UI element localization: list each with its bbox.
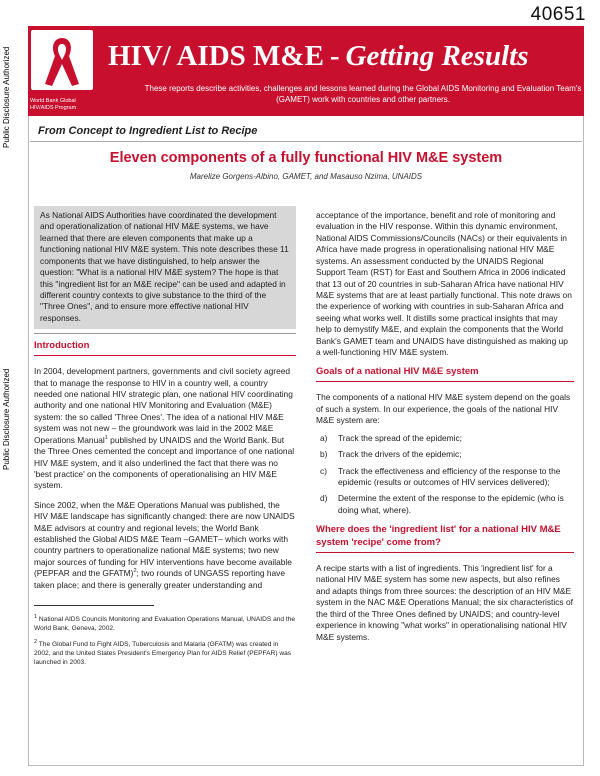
banner-description: These reports describe activities, challenges and lessons learned during the Global AIDS Monitoring and Evaluation Team's (GAMET) work with countries and other partners. <box>144 84 582 104</box>
abstract-text: As National AIDS Authorities have coordinated the development and operationalization of national HIV M&E systems, we have learned that there are eleven components that make up a functioning national HIV M&E system. This note describes these 11 components that we have distinguished, to help answer the question: "What is a national HIV M&E system? The hope is that this "ingredient list for an M&E recipe" can be used and adapted in different country contexts to give substance to the third of the "Three Ones", and to ensure more effective national HIV responses. <box>40 210 289 323</box>
program-label: World Bank Global HIV/AIDS Program <box>30 98 77 111</box>
list-item-text: Track the spread of the epidemic; <box>338 432 462 443</box>
authors-line: Marelize Gorgens-Albino, GAMET, and Masauso Nzima, UNAIDS <box>189 172 423 181</box>
intro-p1-part-b: published by UNAIDS and the World Bank. But the Three Ones cemented the concept and importance of one national HIV M&E system, and it also underlined the fact that there was no 'best practice' on the components of operationalising an HIV M&E system. <box>34 434 295 491</box>
logo-box <box>31 30 93 90</box>
disclosure-label-top: Public Disclosure Authorized <box>2 46 11 148</box>
intro-paragraph-2 <box>34 500 296 591</box>
list-item <box>316 449 574 460</box>
footnote-1-number: 1 <box>34 614 38 621</box>
list-item-text: Track the effectiveness and efficiency of the response to the epidemic (results or outcomes of HIV services delivered); <box>338 465 561 487</box>
footnote-divider <box>34 605 154 606</box>
right-paragraph-1: acceptance of the importance, benefit and role of monitoring and evaluation in the HIV response. Within this dynamic environment, National AIDS Commissions/Councils (NACs) or their equivalents in Africa have made progress in operationalising national HIV M&E systems. An assessment conducted by the UNAIDS Regional Support Team (RST) for East and Southern Africa in 2006 indicated that 13 out of 20 countries in sub-Saharan Africa have national HIV M&E systems that are at least partially functional. This note draws on the experience of working with countries in sub-Saharan Africa and seeing what works well. It distills some practical insights that may help to demystify M&E, and explain the components that the World Bank's GAMET team and UNAIDS have distinguished as making up a well-functioning HIV M&E system. <box>316 210 572 358</box>
banner-title-separator: - <box>329 40 340 72</box>
footnote-marker-1[interactable]: 1 <box>104 434 108 441</box>
list-item <box>316 493 574 516</box>
red-ribbon-icon <box>39 34 85 88</box>
footnote-2 <box>34 639 296 667</box>
list-item-letter: c) <box>320 465 327 476</box>
page-title: Eleven components of a fully functional HIV M&E system <box>109 150 503 166</box>
list-item <box>316 466 574 489</box>
recipe-heading: Where does the 'ingredient list' for a national HIV M&E system 'recipe' come from? <box>316 524 574 553</box>
footnote-1 <box>34 614 296 633</box>
series-divider <box>30 141 582 142</box>
intro-p2-part-a: Since 2002, when the M&E Operations Manual was published, the HIV M&E landscape has significantly changed: there are now UNAIDS M&E advisors at country and regional levels; the World Bank established the Global AIDS M&E Team –GAMET– which works with country partners to operationalize national M&E systems; two new major sources of funding for HIV interventions have become available (PEPFAR and the GFATM) <box>34 499 295 579</box>
list-item-letter: b) <box>320 449 328 460</box>
goals-list <box>316 433 574 517</box>
banner-title <box>108 40 529 73</box>
intro-p1-part-a: In 2004, development partners, governments and civil society agreed that to manage the response to HIV in a country well, a country needed one national HIV strategic plan, one national HIV coordinating authority and one national HIV Monitoring and Evaluation (M&E) system: the so called 'Three Ones'. The idea of a national HIV M&E system was not new – the groundwork was laid in the 2002 M&E Operations Manual <box>34 366 293 445</box>
list-item-letter: a) <box>320 432 328 443</box>
document-number: 40651 <box>530 4 586 25</box>
goals-heading: Goals of a national HIV M&E system <box>316 366 574 382</box>
list-item-text: Track the drivers of the epidemic; <box>338 449 462 460</box>
goals-intro: The components of a national HIV M&E system depend on the goals of such a system. In our experience, the goals of the national HIV M&E system are: <box>316 392 571 426</box>
series-title: From Concept to Ingredient List to Recipe <box>38 125 258 137</box>
disclosure-label-bottom: Public Disclosure Authorized <box>2 368 11 470</box>
list-item-text: Determine the extent of the response to the epidemic (who is doing what, where). <box>338 493 564 515</box>
banner-title-main: HIV/ AIDS M&E <box>108 40 324 72</box>
banner-title-italic: Getting Results <box>345 40 529 72</box>
footnote-1-text: National AIDS Councils Monitoring and Evaluation Operations Manual, UNAIDS and the World Bank, Geneva, 2002. <box>34 616 296 632</box>
recipe-paragraph: A recipe starts with a list of ingredients. This 'ingredient list' for a national HIV M&E system has some new aspects, but also refines and adapts things from three sources: the description of an HIV M&E system in the NAC M&E Operations Manual; the six characteristics of the third of the Three Ones defined by UNAIDS; and country-level experience in knowing "what works" in operationalising national HIV M&E systems. <box>316 563 573 642</box>
footnote-2-number: 2 <box>34 639 38 646</box>
list-item-letter: d) <box>320 493 328 504</box>
right-column <box>316 210 574 651</box>
footnote-marker-2[interactable]: 2 <box>133 568 137 575</box>
intro-paragraph-1 <box>34 366 296 492</box>
list-item <box>316 433 574 444</box>
intro-p2-part-b: ; two rounds of UNGASS reporting have taken place; and there is generally greater understanding and <box>34 568 286 590</box>
abstract-box <box>34 206 296 329</box>
footnote-2-text: The Global Fund to Fight AIDS, Tuberculosis and Malaria (GFATM) was created in 2002, and the United States President's Emergency Plan for AIDS Relief (PEPFAR) was launched in 2003. <box>34 641 292 666</box>
header-banner <box>28 26 584 116</box>
left-column <box>34 206 296 673</box>
introduction-heading: Introduction <box>34 333 296 356</box>
